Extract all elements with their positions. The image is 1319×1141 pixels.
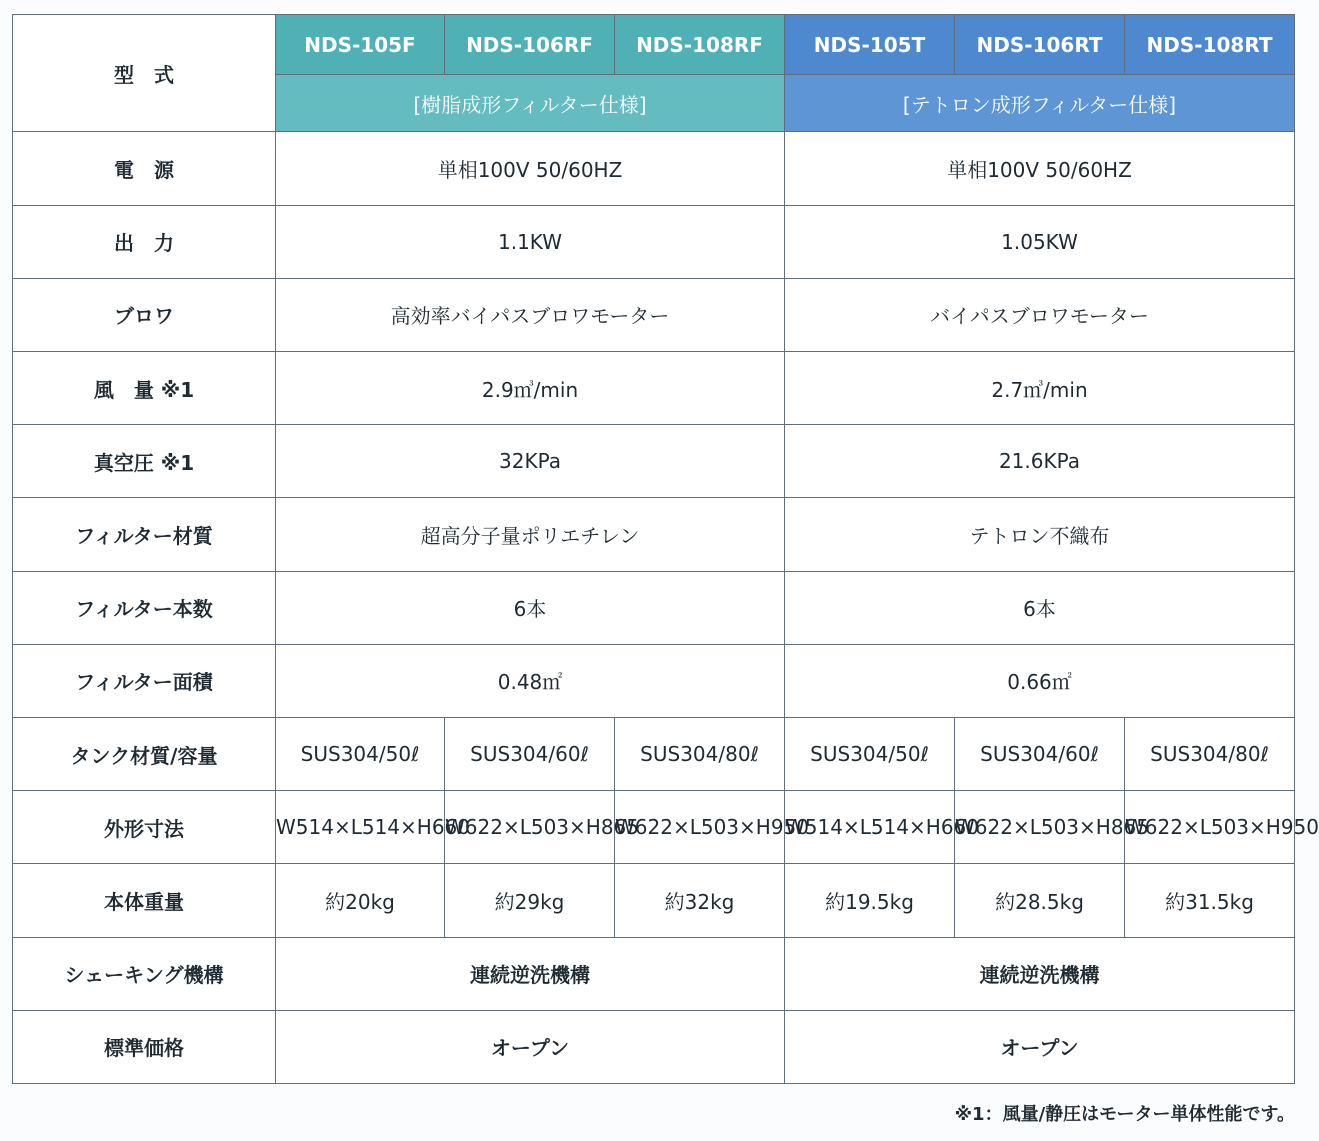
spec-resin-filter: [樹脂成形フィルター仕様] [276, 75, 785, 132]
tank-value: SUS304/80ℓ [615, 717, 785, 790]
type-label: 型 式 [13, 15, 276, 132]
value-t: テトロン不織布 [785, 498, 1295, 571]
value-t: オープン [785, 1010, 1295, 1083]
dimension-value: W622×L503×H950 [1125, 791, 1295, 864]
value-t: 1.05KW [785, 205, 1295, 278]
weight-value: 約31.5kg [1125, 864, 1295, 937]
value-t: バイパスブロワモーター [785, 278, 1295, 351]
row-power-source [13, 132, 1295, 205]
weight-value: 約28.5kg [955, 864, 1125, 937]
footnote: ※1：風量/静圧はモーター単体性能です。 [954, 1104, 1295, 1125]
value-f: 単相100V 50/60HZ [276, 132, 785, 205]
dimension-value: W622×L503×H865 [445, 791, 615, 864]
weight-value: 約19.5kg [785, 864, 955, 937]
value-f: 連続逆洗機構 [276, 937, 785, 1010]
row-filter-area [13, 644, 1295, 717]
row-price [13, 1010, 1295, 1083]
tank-value: SUS304/60ℓ [955, 717, 1125, 790]
row-weight [13, 864, 1295, 937]
row-shaking [13, 937, 1295, 1010]
tank-value: SUS304/50ℓ [785, 717, 955, 790]
value-t: 連続逆洗機構 [785, 937, 1295, 1010]
dimension-value: W514×L514×H660 [276, 791, 445, 864]
value-f: 32KPa [276, 425, 785, 498]
row-label: 風 量 ※1 [13, 351, 276, 424]
row-label: ブロワ [13, 278, 276, 351]
tank-value: SUS304/50ℓ [276, 717, 445, 790]
weight-value: 約32kg [615, 864, 785, 937]
value-t: 0.66㎡ [785, 644, 1295, 717]
dimension-value: W622×L503×H950 [615, 791, 785, 864]
row-label: フィルター本数 [13, 571, 276, 644]
value-t: 6本 [785, 571, 1295, 644]
row-label: 電 源 [13, 132, 276, 205]
value-t: 単相100V 50/60HZ [785, 132, 1295, 205]
model-nds-108rt: NDS-108RT [1125, 15, 1295, 75]
model-nds-105t: NDS-105T [785, 15, 955, 75]
row-filter-count [13, 571, 1295, 644]
row-label: フィルター面積 [13, 644, 276, 717]
model-nds-108rf: NDS-108RF [615, 15, 785, 75]
value-f: 超高分子量ポリエチレン [276, 498, 785, 571]
tank-value: SUS304/60ℓ [445, 717, 615, 790]
tank-value: SUS304/80ℓ [1125, 717, 1295, 790]
row-label: 真空圧 ※1 [13, 425, 276, 498]
row-label: 出 力 [13, 205, 276, 278]
row-label: フィルター材質 [13, 498, 276, 571]
model-nds-106rt: NDS-106RT [955, 15, 1125, 75]
model-nds-105f: NDS-105F [276, 15, 445, 75]
value-t: 2.7㎥/min [785, 351, 1295, 424]
dimension-value: W514×L514×H660 [785, 791, 955, 864]
row-blower [13, 278, 1295, 351]
value-f: 0.48㎡ [276, 644, 785, 717]
value-f: 6本 [276, 571, 785, 644]
row-vacuum [13, 425, 1295, 498]
row-tank [13, 717, 1295, 790]
spec-table [12, 14, 1319, 1084]
row-label: シェーキング機構 [13, 937, 276, 1010]
header-row-models [13, 15, 1295, 75]
value-f: 2.9㎥/min [276, 351, 785, 424]
row-label: タンク材質/容量 [13, 717, 276, 790]
row-airflow [13, 351, 1295, 424]
row-label: 標準価格 [13, 1010, 276, 1083]
dimension-value: W622×L503×H865 [955, 791, 1125, 864]
weight-value: 約29kg [445, 864, 615, 937]
row-label: 外形寸法 [13, 791, 276, 864]
value-t: 21.6KPa [785, 425, 1295, 498]
value-f: オープン [276, 1010, 785, 1083]
weight-value: 約20kg [276, 864, 445, 937]
row-output [13, 205, 1295, 278]
row-label: 本体重量 [13, 864, 276, 937]
value-f: 高効率バイパスブロワモーター [276, 278, 785, 351]
model-nds-106rf: NDS-106RF [445, 15, 615, 75]
value-f: 1.1KW [276, 205, 785, 278]
row-filter-material [13, 498, 1295, 571]
row-dimensions [13, 791, 1295, 864]
spec-tetoron-filter: [テトロン成形フィルター仕様] [785, 75, 1295, 132]
